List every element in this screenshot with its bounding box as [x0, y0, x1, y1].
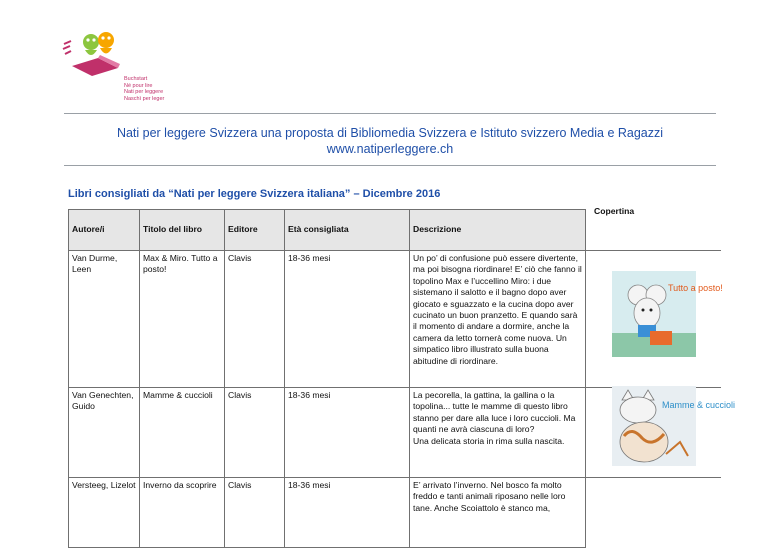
- table-header-row: [69, 210, 721, 251]
- cell-author: Van Durme, Leen: [69, 251, 140, 388]
- cell-title: Max & Miro. Tutto a posto!: [140, 251, 225, 388]
- table-row: [69, 478, 721, 548]
- header-top-rule: [64, 113, 716, 114]
- header-author: Autore/i: [69, 210, 140, 251]
- cell-cover: [586, 388, 736, 478]
- header-description: Descrizione: [410, 210, 586, 251]
- cell-description: E’ arrivato l’inverno. Nel bosco fa molto freddo e tanti animali riposano nelle loro tane. Anche Scoiattolo è stanco ma,: [410, 478, 586, 548]
- cell-age: 18-36 mesi: [285, 251, 410, 388]
- logo-line: Naschì per leger: [124, 95, 165, 102]
- cell-author: Van Genechten, Guido: [69, 388, 140, 478]
- cell-title: Inverno da scoprire: [140, 478, 225, 548]
- cover-illustration-icon: [612, 386, 736, 466]
- description-text-2: Una delicata storia in rima sulla nascita.: [413, 435, 565, 446]
- cover-illustration-icon: [612, 271, 723, 357]
- header-line-1: Nati per leggere Svizzera una proposta di Bibliomedia Svizzera e Istituto svizzero Media e Ragazzi: [116, 126, 664, 140]
- cell-description: [410, 388, 586, 478]
- cell-title: Mamme & cuccioli: [140, 388, 225, 478]
- cell-age: 18-36 mesi: [285, 388, 410, 478]
- table-row: [69, 251, 721, 388]
- header-cover: [586, 205, 721, 251]
- list-subtitle: Libri consigliati da “Nati per leggere Svizzera italiana” – Dicembre 2016: [68, 188, 441, 200]
- logo-line: Buchstart: [124, 76, 148, 82]
- cell-publisher: Clavis: [225, 388, 285, 478]
- cell-publisher: Clavis: [225, 251, 285, 388]
- header-age: Età consigliata: [285, 210, 410, 251]
- logo-line: Né pour lire: [124, 82, 153, 89]
- cell-publisher: Clavis: [225, 478, 285, 548]
- logo-tagline: [124, 76, 164, 102]
- book-cover-mamme-e-cuccioli: [612, 386, 736, 469]
- cover-title: Tutto a posto!: [668, 283, 723, 293]
- books-table: [68, 205, 736, 548]
- header-cover-label: Copertina: [594, 205, 635, 216]
- header-bottom-rule: [64, 165, 716, 166]
- header-title: Titolo del libro: [140, 210, 225, 251]
- header-publisher: Editore: [225, 210, 285, 251]
- cell-cover: [586, 251, 721, 388]
- cell-description: Un po’ di confusione può essere divertente, ma poi bisogna riordinare! E’ ciò che fanno il topolino Max e l’uccellino Miro: i due sistemano il salotto e il bagno dopo aver giocato e sguazzato e la cucina dopo aver cucinato un buon pranzetto. E quando sarà il momento di andare a dormire, anche la camera da letto tornerà come nuova. Un simpatico libro illustrato sulla buona abitudine di riordinare.: [410, 251, 586, 388]
- cover-title: Mamme & cuccioli: [662, 400, 736, 410]
- header-url[interactable]: www.natiperleggere.ch: [326, 142, 454, 156]
- table-row: [69, 388, 721, 478]
- book-cover-tutto-a-posto: [612, 271, 723, 360]
- logo-line: Nati per leggere: [124, 89, 164, 96]
- description-text: La pecorella, la gattina, la gallina o la topolina... tutte le mamme di questo libro stanno per dare alla luce i loro cuccioli. Ma quanti ne avrà ciascuna di loro?: [413, 390, 576, 435]
- cell-author: Versteeg, Lizelot: [69, 478, 140, 548]
- cell-cover: [586, 478, 721, 548]
- cell-age: 18-36 mesi: [285, 478, 410, 548]
